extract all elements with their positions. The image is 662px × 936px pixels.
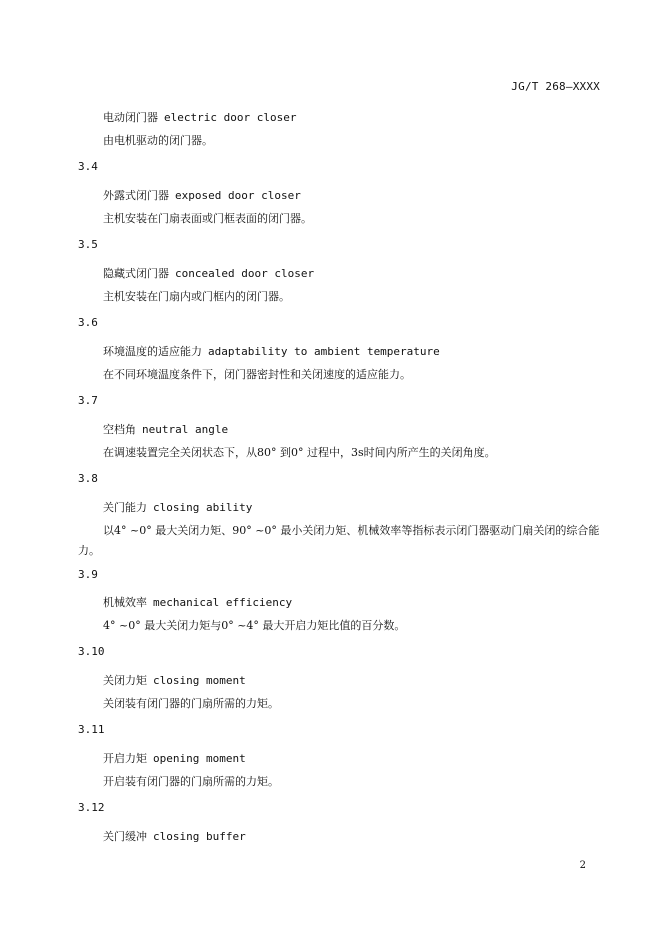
term-chinese: 关闭力矩: [103, 674, 147, 687]
term-chinese: 机械效率: [103, 596, 147, 609]
section-number-3-9: 3.9: [78, 568, 98, 581]
term-neutral-angle: [103, 421, 228, 437]
definition-concealed-door-closer: 主机安装在门扇内或门框内的闭门器。: [103, 290, 290, 303]
term-concealed-door-closer: [103, 265, 314, 281]
term-mechanical-efficiency: [103, 594, 292, 610]
term-chinese: 关门缓冲: [103, 830, 147, 843]
term-exposed-door-closer: [103, 187, 301, 203]
term-electric-door-closer: [103, 109, 296, 125]
term-closing-ability: [103, 499, 252, 515]
term-english: neutral angle: [142, 423, 229, 436]
section-number-3-12: 3.12: [78, 801, 105, 814]
page-number: 2: [579, 860, 586, 871]
definition-opening-moment: 开启装有闭门器的门扇所需的力矩。: [103, 775, 279, 788]
term-chinese: 开启力矩: [103, 752, 147, 765]
definition-exposed-door-closer: 主机安装在门扇表面或门框表面的闭门器。: [103, 212, 312, 225]
section-number-3-11: 3.11: [78, 723, 105, 736]
term-english: mechanical efficiency: [153, 596, 293, 609]
definition-adaptability-ambient-temperature: 在不同环境温度条件下，闭门器密封性和关闭速度的适应能力。: [103, 368, 411, 381]
section-number-3-7: 3.7: [78, 394, 98, 407]
term-chinese: 电动闭门器: [103, 111, 158, 124]
section-number-3-8: 3.8: [78, 472, 98, 485]
term-closing-buffer: [103, 828, 246, 844]
definition-closing-moment: 关闭装有闭门器的门扇所需的力矩。: [103, 697, 279, 710]
term-english: closing ability: [153, 501, 253, 514]
definition-neutral-angle: 在调速装置完全关闭状态下，从80° 到0° 过程中，3s时间内所产生的关闭角度。: [103, 446, 496, 459]
definition-closing-ability: 以4° ~0° 最大关闭力矩、90° ~0° 最小关闭力矩、机械效率等指标表示闭门器驱动门扇关闭的综合能力。: [78, 524, 600, 557]
term-english: adaptability to ambient temperature: [208, 345, 440, 358]
section-number-3-6: 3.6: [78, 316, 98, 329]
term-english: closing moment: [153, 674, 246, 687]
term-closing-moment: [103, 672, 246, 688]
section-number-3-4: 3.4: [78, 160, 98, 173]
definition-mechanical-efficiency: 4° ~0° 最大关闭力矩与0° ~4° 最大开启力矩比值的百分数。: [103, 619, 406, 632]
term-chinese: 环境温度的适应能力: [103, 345, 202, 358]
term-english: concealed door closer: [175, 267, 315, 280]
term-chinese: 外露式闭门器: [103, 189, 169, 202]
term-english: opening moment: [153, 752, 246, 765]
term-english: closing buffer: [153, 830, 246, 843]
term-chinese: 关门能力: [103, 501, 147, 514]
term-adaptability-ambient-temperature: [103, 343, 440, 359]
section-number-3-5: 3.5: [78, 238, 98, 251]
term-english: electric door closer: [164, 111, 297, 124]
standard-code-header: JG/T 268—XXXX: [511, 80, 600, 93]
term-english: exposed door closer: [175, 189, 301, 202]
term-opening-moment: [103, 750, 246, 766]
term-chinese: 空档角: [103, 423, 136, 436]
term-chinese: 隐藏式闭门器: [103, 267, 169, 280]
section-number-3-10: 3.10: [78, 645, 105, 658]
definition-electric-door-closer: 由电机驱动的闭门器。: [103, 134, 213, 147]
